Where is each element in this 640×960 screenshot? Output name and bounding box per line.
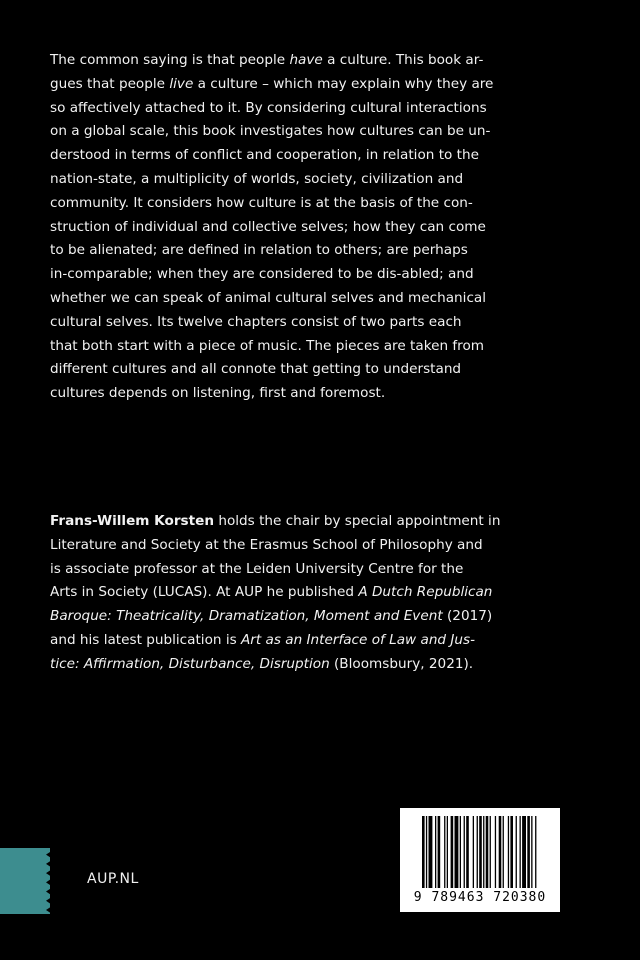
- publisher-logo: [0, 848, 50, 914]
- barcode-bar: [520, 816, 521, 888]
- description-line: to be alienated; are defined in relation to others; are perhaps: [50, 242, 468, 259]
- barcode-bar: [444, 816, 445, 888]
- barcode-bar: [503, 816, 504, 888]
- barcode-bar: [499, 816, 502, 888]
- description-line: different cultures and all connote that getting to understand: [50, 361, 462, 378]
- barcode-bar: [495, 816, 496, 888]
- barcode-bar: [490, 816, 491, 888]
- barcode-bar: [438, 816, 441, 888]
- barcode-bar: [451, 816, 454, 888]
- description-line: that both start with a piece of music. The pieces are taken from: [50, 337, 485, 354]
- barcode-bar: [479, 816, 482, 888]
- description-line: derstood in terms of conflict and cooperation, in relation to the: [50, 147, 479, 164]
- description-line: nation-state, a multiplicity of worlds, society, civilization and: [50, 170, 464, 187]
- isbn-barcode: [400, 808, 560, 912]
- barcode-bar: [455, 816, 459, 888]
- barcode-bar: [464, 816, 465, 888]
- barcode-bar: [422, 816, 425, 888]
- bio-line: Frans-Willem Korsten holds the chair by special appointment in: [50, 513, 501, 529]
- bio-line: Literature and Society at the Erasmus School of Philosophy and: [50, 536, 483, 553]
- isbn-number: 9 789463 720380: [413, 890, 547, 905]
- description-line: gues that people live a culture – which may explain why they are: [50, 75, 494, 92]
- barcode-bar: [535, 816, 536, 888]
- author-name: Frans-Willem Korsten: [50, 513, 215, 529]
- barcode-bar: [531, 816, 532, 888]
- bio-line: Baroque: Theatricality, Dramatization, Moment and Event (2017): [50, 608, 493, 625]
- description-line: cultural selves. Its twelve chapters consist of two parts each: [50, 313, 462, 330]
- barcode-bar: [486, 816, 489, 888]
- bio-line: Arts in Society (LUCAS). At AUP he published A Dutch Republican: [50, 584, 493, 601]
- barcode-bar: [508, 816, 509, 888]
- barcode-bar: [429, 816, 433, 888]
- author-bio: [50, 510, 590, 677]
- description-line: in-comparable; when they are considered to be dis-abled; and: [50, 266, 474, 283]
- description-line: on a global scale, this book investigates how cultures can be un-: [50, 123, 491, 140]
- barcode-bar: [477, 816, 478, 888]
- barcode-bar: [516, 816, 517, 888]
- barcode-bar: [522, 816, 526, 888]
- barcode-bar: [435, 816, 436, 888]
- barcode-bar: [483, 816, 484, 888]
- barcode-bar: [447, 816, 448, 888]
- bio-line: tice: Affirmation, Disturbance, Disruption (Bloomsbury, 2021).: [50, 655, 474, 672]
- description-line: struction of individual and collective selves; how they can come: [50, 218, 486, 235]
- barcode-bar: [460, 816, 461, 888]
- barcode-bar: [466, 816, 469, 888]
- description-line: The common saying is that people have a culture. This book ar-: [50, 52, 484, 68]
- description-line: so affectively attached to it. By considering cultural interactions: [50, 99, 487, 116]
- description-line: community. It considers how culture is at the basis of the con-: [50, 194, 473, 211]
- book-description: [50, 49, 590, 406]
- bio-line: is associate professor at the Leiden University Centre for the: [50, 560, 464, 577]
- barcode-bar: [510, 816, 513, 888]
- description-line: whether we can speak of animal cultural selves and mechanical: [50, 289, 487, 306]
- bio-line: and his latest publication is Art as an Interface of Law and Jus-: [50, 631, 475, 648]
- barcode-bar: [527, 816, 530, 888]
- publisher-website[interactable]: AUP.NL: [87, 871, 139, 887]
- barcode-bar: [473, 816, 474, 888]
- description-line: cultures depends on listening, first and foremost.: [50, 385, 386, 402]
- barcode-bar: [426, 816, 427, 888]
